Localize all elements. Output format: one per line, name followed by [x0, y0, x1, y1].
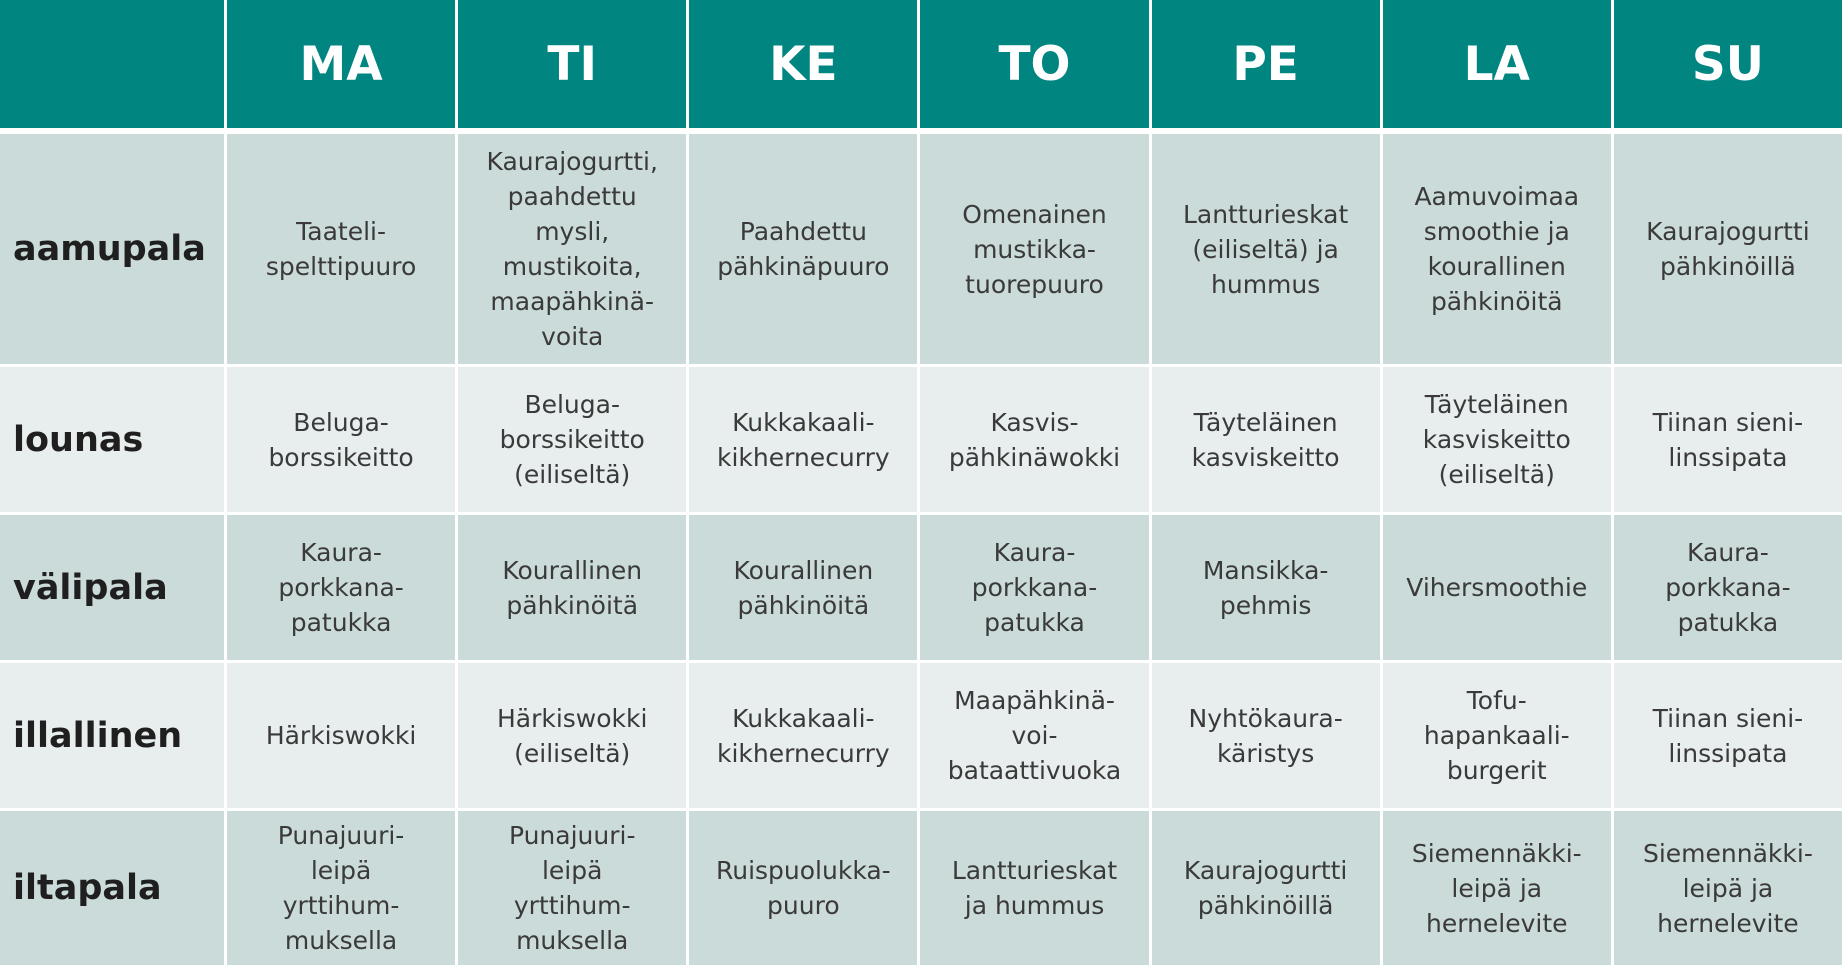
meal-row-lounas [0, 367, 1842, 515]
meal-cell: Aamuvoimaa smoothie ja kourallinen pähkinöitä [1380, 134, 1611, 367]
meal-cell: Punajuuri- leipä yrttihum- muksella [224, 811, 455, 965]
meal-cell: Taateli- spelttipuuro [224, 134, 455, 367]
meal-cell: Beluga- borssikeitto (eiliseltä) [455, 367, 686, 515]
header-row [0, 0, 1842, 134]
meal-cell: Kourallinen pähkinöitä [455, 515, 686, 663]
meal-cell: Tofu- hapankaali- burgerit [1380, 663, 1611, 811]
meal-cell: Lantturieskat ja hummus [917, 811, 1148, 965]
meal-label: aamupala [0, 134, 224, 367]
meal-cell: Nyhtökaura- käristys [1149, 663, 1380, 811]
meal-row-illallinen [0, 663, 1842, 811]
meal-label: iltapala [0, 811, 224, 965]
meal-cell: Täyteläinen kasviskeitto [1149, 367, 1380, 515]
meal-cell: Kukkakaali- kikhernecurry [686, 367, 917, 515]
day-header-to: TO [917, 0, 1148, 134]
meal-label: lounas [0, 367, 224, 515]
meal-cell: Kaurajogurtti, paahdettu mysli, mustikoita, maapähkinä- voita [455, 134, 686, 367]
meal-row-aamupala [0, 134, 1842, 367]
day-header-ke: KE [686, 0, 917, 134]
meal-row-valipala [0, 515, 1842, 663]
meal-cell: Beluga- borssikeitto [224, 367, 455, 515]
meal-label: illallinen [0, 663, 224, 811]
meal-label: välipala [0, 515, 224, 663]
day-header-su: SU [1611, 0, 1842, 134]
day-header-pe: PE [1149, 0, 1380, 134]
meal-cell: Lantturieskat (eiliseltä) ja hummus [1149, 134, 1380, 367]
day-header-ma: MA [224, 0, 455, 134]
meal-cell: Siemennäkki- leipä ja hernelevite [1611, 811, 1842, 965]
meal-cell: Omenainen mustikka- tuorepuuro [917, 134, 1148, 367]
meal-cell: Härkiswokki [224, 663, 455, 811]
meal-cell: Kaura- porkkana- patukka [917, 515, 1148, 663]
meal-row-iltapala [0, 811, 1842, 965]
meal-cell: Vihersmoothie [1380, 515, 1611, 663]
meal-cell: Mansikka- pehmis [1149, 515, 1380, 663]
meal-cell: Maapähkinä- voi- bataattivuoka [917, 663, 1148, 811]
meal-cell: Paahdettu pähkinäpuuro [686, 134, 917, 367]
meal-cell: Kaura- porkkana- patukka [224, 515, 455, 663]
meal-cell: Täyteläinen kasviskeitto (eiliseltä) [1380, 367, 1611, 515]
meal-cell: Kaurajogurtti pähkinöillä [1149, 811, 1380, 965]
meal-cell: Kaura- porkkana- patukka [1611, 515, 1842, 663]
day-header-ti: TI [455, 0, 686, 134]
meal-cell: Punajuuri- leipä yrttihum- muksella [455, 811, 686, 965]
meal-cell: Kourallinen pähkinöitä [686, 515, 917, 663]
meal-cell: Siemennäkki- leipä ja hernelevite [1380, 811, 1611, 965]
meal-cell: Härkiswokki (eiliseltä) [455, 663, 686, 811]
meal-cell: Kukkakaali- kikhernecurry [686, 663, 917, 811]
corner-cell [0, 0, 224, 134]
meal-cell: Kasvis- pähkinäwokki [917, 367, 1148, 515]
meal-cell: Tiinan sieni- linssipata [1611, 367, 1842, 515]
meal-cell: Ruispuolukka- puuro [686, 811, 917, 965]
day-header-la: LA [1380, 0, 1611, 134]
meal-cell: Kaurajogurtti pähkinöillä [1611, 134, 1842, 367]
meal-cell: Tiinan sieni- linssipata [1611, 663, 1842, 811]
